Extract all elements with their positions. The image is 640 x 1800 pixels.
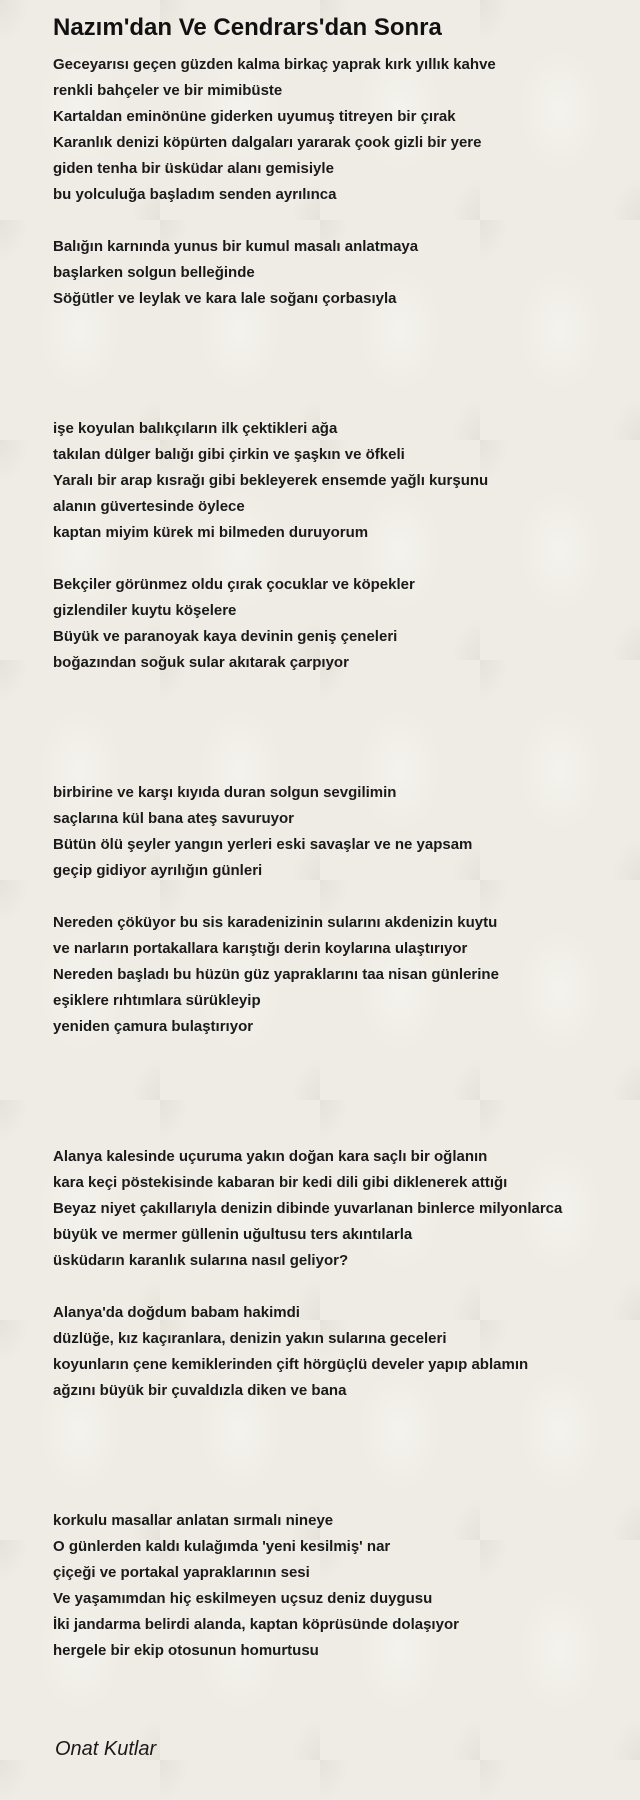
poem-line: Kartaldan eminönüne giderken uyumuş titreyen bir çırak [53, 108, 456, 125]
poem-line: hergele bir ekip otosunun homurtusu [53, 1642, 319, 1659]
poem-line: İki jandarma belirdi alanda, kaptan köprüsünde dolaşıyor [53, 1616, 459, 1633]
poem-line: takılan dülger balığı gibi çirkin ve şaşkın ve öfkeli [53, 446, 405, 463]
poem-line: bu yolculuğa başladım senden ayrılınca [53, 186, 337, 203]
poem-line: kara keçi pöstekisinde kabaran bir kedi dili gibi diklenerek attığı [53, 1174, 508, 1191]
poem-line: saçlarına kül bana ateş savuruyor [53, 810, 294, 827]
poem-line: O günlerden kaldı kulağımda 'yeni kesilmiş' nar [53, 1538, 391, 1555]
poem-line: eşiklere rıhtımlara sürükleyip [53, 992, 261, 1009]
poem-line: işe koyulan balıkçıların ilk çektikleri ağa [53, 420, 338, 437]
poem-line: Balığın karnında yunus bir kumul masalı anlatmaya [53, 238, 419, 255]
poem-line: Söğütler ve leylak ve kara lale soğanı çorbasıyla [53, 290, 397, 307]
poem-body [53, 52, 633, 1664]
stanza-2 [53, 234, 633, 312]
stanza-7 [53, 1144, 633, 1274]
poem-title: Nazım'dan Ve Cendrars'dan Sonra [53, 14, 442, 41]
poem-line: başlarken solgun belleğinde [53, 264, 255, 281]
section-gap [53, 312, 633, 416]
poem-line: Ve yaşamımdan hiç eskilmeyen uçsuz deniz duygusu [53, 1590, 433, 1607]
poem-line: üsküdarın karanlık sularına nasıl geliyor? [53, 1252, 349, 1269]
poem-line: Büyük ve paranoyak kaya devinin geniş çeneleri [53, 628, 398, 645]
poem-line: Bütün ölü şeyler yangın yerleri eski savaşlar ve ne yapsam [53, 836, 473, 853]
poem-line: koyunların çene kemiklerinden çift hörgüçlü develer yapıp ablamın [53, 1356, 529, 1373]
section-gap [53, 676, 633, 780]
poem-line: ağzını büyük bir çuvaldızla diken ve bana [53, 1382, 347, 1399]
stanza-gap [53, 1274, 633, 1300]
stanza-6 [53, 910, 633, 1040]
poem-line: alanın güvertesinde öylece [53, 498, 245, 515]
poem-line: kaptan miyim kürek mi bilmeden duruyorum [53, 524, 369, 541]
poem-line: Nereden çöküyor bu sis karadenizinin sularını akdenizin kuytu [53, 914, 498, 931]
poem-line: yeniden çamura bulaştırıyor [53, 1018, 254, 1035]
stanza-gap [53, 208, 633, 234]
stanza-gap [53, 884, 633, 910]
poem-line: Alanya'da doğdum babam hakimdi [53, 1304, 300, 1321]
poem-line: Geceyarısı geçen güzden kalma birkaç yaprak kırk yıllık kahve [53, 56, 496, 73]
poem-line: Yaralı bir arap kısrağı gibi bekleyerek ensemde yağlı kurşunu [53, 472, 489, 489]
section-gap [53, 1040, 633, 1144]
stanza-8 [53, 1300, 633, 1404]
poem-line: giden tenha bir üsküdar alanı gemisiyle [53, 160, 334, 177]
poem-line: büyük ve mermer güllenin uğultusu ters akıntılarla [53, 1226, 413, 1243]
poem-line: Karanlık denizi köpürten dalgaları yararak çook gizli bir yere [53, 134, 482, 151]
poem-line: Alanya kalesinde uçuruma yakın doğan kara saçlı bir oğlanın [53, 1148, 488, 1165]
poem-line: düzlüğe, kız kaçıranlara, denizin yakın sularına geceleri [53, 1330, 447, 1347]
poem-line: çiçeği ve portakal yapraklarının sesi [53, 1564, 310, 1581]
stanza-3 [53, 416, 633, 546]
stanza-4 [53, 572, 633, 676]
stanza-1 [53, 52, 633, 208]
poem-line: Bekçiler görünmez oldu çırak çocuklar ve köpekler [53, 576, 415, 593]
poem-line: boğazından soğuk sular akıtarak çarpıyor [53, 654, 349, 671]
poem-line: Nereden başladı bu hüzün güz yapraklarını taa nisan günlerine [53, 966, 499, 983]
poem-line: renkli bahçeler ve bir mimibüste [53, 82, 283, 99]
poem-line: korkulu masallar anlatan sırmalı nineye [53, 1512, 334, 1529]
poem-line: birbirine ve karşı kıyıda duran solgun sevgilimin [53, 784, 397, 801]
section-gap [53, 1404, 633, 1508]
poem-line: geçip gidiyor ayrılığın günleri [53, 862, 263, 879]
poem-line: Beyaz niyet çakıllarıyla denizin dibinde yuvarlanan binlerce milyonlarca [53, 1200, 563, 1217]
poem-line: ve narların portakallara karıştığı derin koylarına ulaştırıyor [53, 940, 468, 957]
poem-line: gizlendiler kuytu köşelere [53, 602, 237, 619]
stanza-5 [53, 780, 633, 884]
stanza-gap [53, 546, 633, 572]
stanza-9 [53, 1508, 633, 1664]
author-name: Onat Kutlar [55, 1738, 157, 1760]
